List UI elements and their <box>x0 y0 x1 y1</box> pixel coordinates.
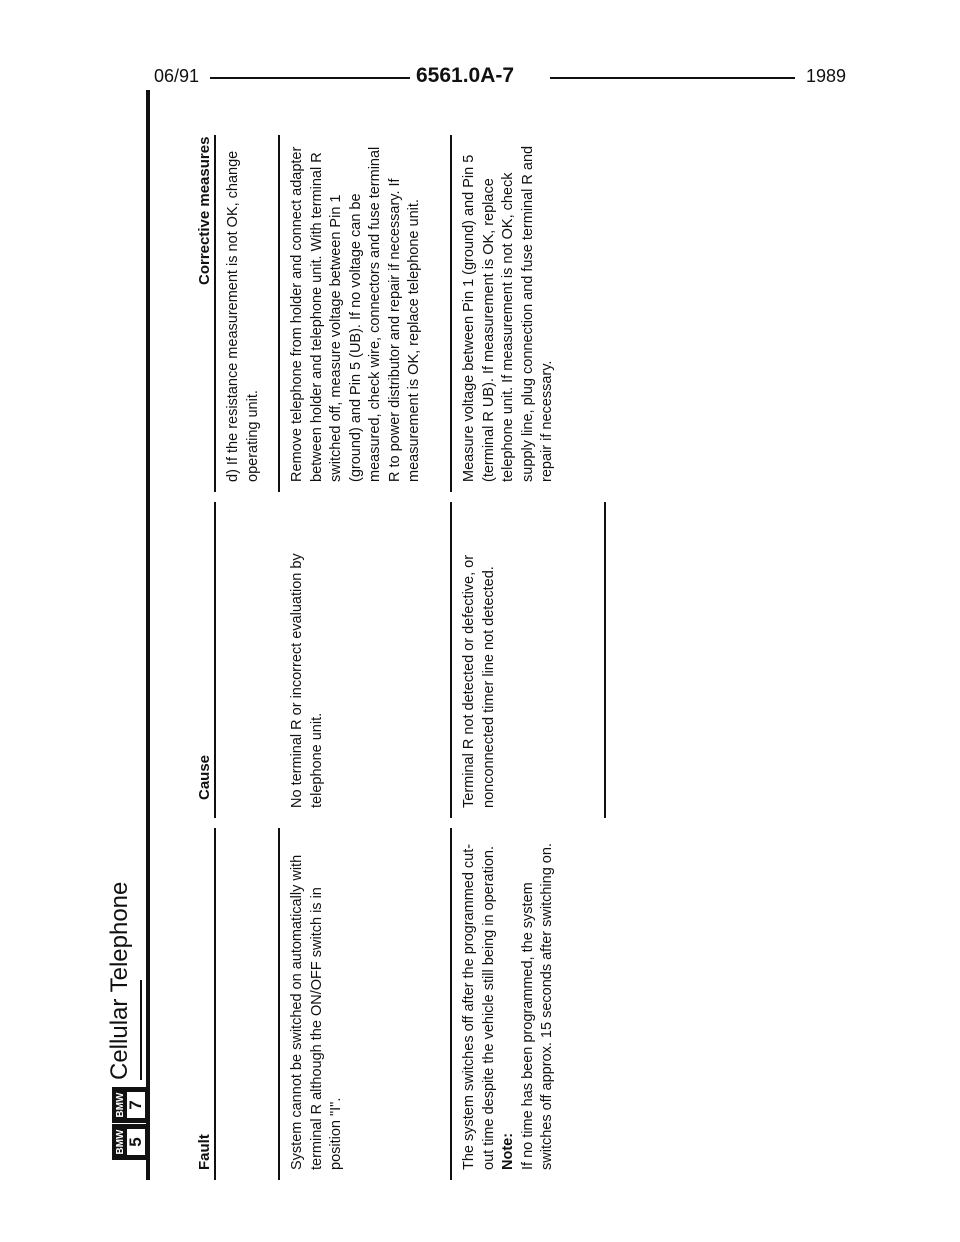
rule-row2-fault <box>450 828 452 1180</box>
badge-box-5 <box>112 1124 148 1160</box>
section-title-rule <box>140 980 142 1080</box>
column-header-corrective: Corrective measures <box>196 136 213 285</box>
row3-fault-note-label: Note: <box>500 1132 516 1170</box>
row3-cause: Terminal R not detected or defective, or nonconnected timer line not detected. <box>461 554 497 808</box>
row2-cause: No terminal R or incorrect evaluation by telephone unit. <box>289 553 325 808</box>
header-rule-right <box>550 77 795 79</box>
row2-corrective: Remove telephone from holder and connect adapter between holder and telephone unit. With terminal R switched off, measure voltage between Pin 1 (ground) and Pin 5 (UB). If no voltage can be measured, check wire, connectors and fuse terminal R to power distributor and repair if necessary. If measurement is OK, replace telephone unit. <box>289 146 422 482</box>
row3-corrective: Measure voltage between Pin 1 (ground) and Pin 5 (terminal R UB). If measurement is OK, replace telephone unit. If measurement is not OK, check supply line, plug connection and fuse terminal R and repair if necessary. <box>461 145 555 482</box>
badge-brand-2: BMW <box>115 1092 126 1118</box>
page-header <box>150 66 850 90</box>
row3-fault-block <box>460 836 558 1170</box>
rule-row2-cause <box>450 502 452 818</box>
rule-row2-corrective <box>450 135 452 492</box>
row1-corrective: d) If the resistance measurement is not OK, change operating unit. <box>225 150 261 482</box>
row2-fault: System cannot be switched on automatically with terminal R although the ON/OFF switch is in position "I". <box>289 854 344 1170</box>
section-title: Cellular Telephone <box>106 881 133 1080</box>
rule-header-cause <box>214 502 216 818</box>
column-header-fault: Fault <box>196 1134 213 1170</box>
rule-row1-fault <box>278 828 280 1180</box>
header-code: 6561.0A-7 <box>412 64 518 88</box>
header-year: 1989 <box>802 66 850 87</box>
badge-box-7 <box>112 1087 148 1123</box>
bmw-series-badge <box>112 1088 148 1160</box>
column-header-cause: Cause <box>196 754 213 800</box>
badge-brand-1: BMW <box>115 1129 126 1155</box>
badge-number-2: 7 <box>127 1092 145 1118</box>
rule-row1-corrective <box>278 135 280 492</box>
badge-number-1: 5 <box>127 1129 145 1155</box>
header-rule-left <box>210 77 410 79</box>
rule-row3-cause <box>604 502 606 818</box>
row3-fault: The system switches off after the programmed cut-out time despite the vehicle still being in operation. <box>461 843 497 1170</box>
row3-fault-note: If no time has been programmed, the system switches off approx. 15 seconds after switching on. <box>519 843 555 1170</box>
header-date: 06/91 <box>150 66 203 87</box>
rule-header-corrective <box>214 135 216 492</box>
rule-header-fault <box>214 828 216 1180</box>
rotated-content <box>104 135 614 1180</box>
